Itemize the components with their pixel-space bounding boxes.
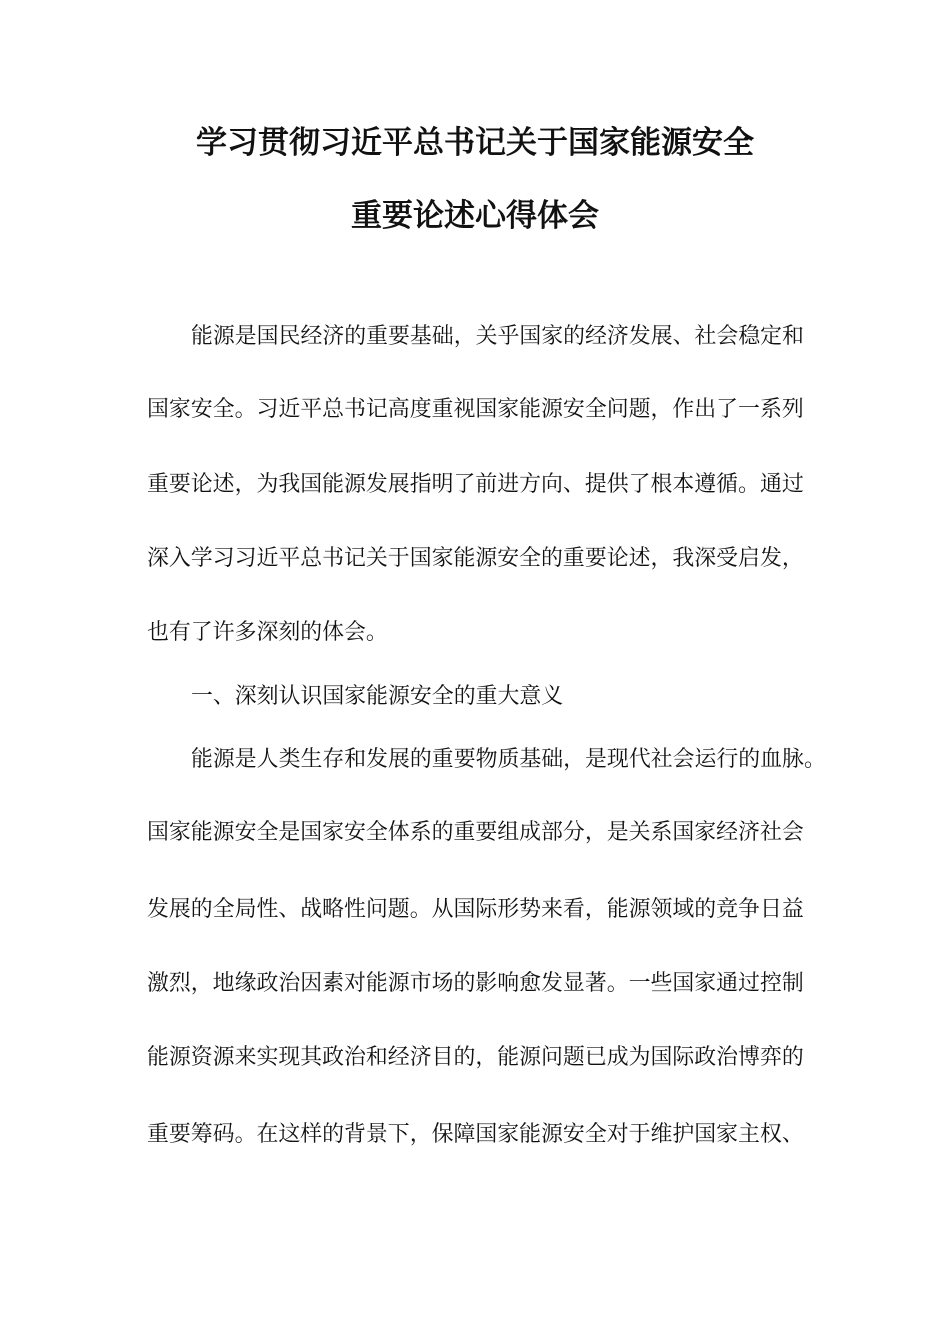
paragraph-line: 能源是人类生存和发展的重要物质基础，是现代社会运行的血脉。 (191, 747, 826, 772)
title-line-1: 学习贯彻习近平总书记关于国家能源安全 (196, 125, 754, 161)
paragraph-line: 重要论述，为我国能源发展指明了前进方向、提供了根本遵循。通过 (147, 472, 804, 497)
paragraph-line: 深入学习习近平总书记关于国家能源安全的重要论述，我深受启发， (147, 546, 804, 571)
title-line-2: 重要论述心得体会 (351, 198, 599, 234)
paragraph-line: 能源资源来实现其政治和经济目的，能源问题已成为国际政治博弈的 (147, 1045, 804, 1070)
paragraph-line: 能源是国民经济的重要基础，关乎国家的经济发展、社会稳定和 (191, 324, 804, 349)
paragraph-line: 也有了许多深刻的体会。 (147, 620, 388, 645)
paragraph-line: 国家能源安全是国家安全体系的重要组成部分，是关系国家经济社会 (147, 820, 804, 845)
paragraph-line: 国家安全。习近平总书记高度重视国家能源安全问题，作出了一系列 (147, 397, 804, 422)
paragraph-line: 激烈，地缘政治因素对能源市场的影响愈发显著。一些国家通过控制 (147, 971, 804, 996)
section-heading: 一、深刻认识国家能源安全的重大意义 (191, 684, 564, 709)
paragraph-line: 重要筹码。在这样的背景下，保障国家能源安全对于维护国家主权、 (147, 1122, 804, 1147)
paragraph-line: 发展的全局性、战略性问题。从国际形势来看，能源领域的竞争日益 (147, 897, 804, 922)
